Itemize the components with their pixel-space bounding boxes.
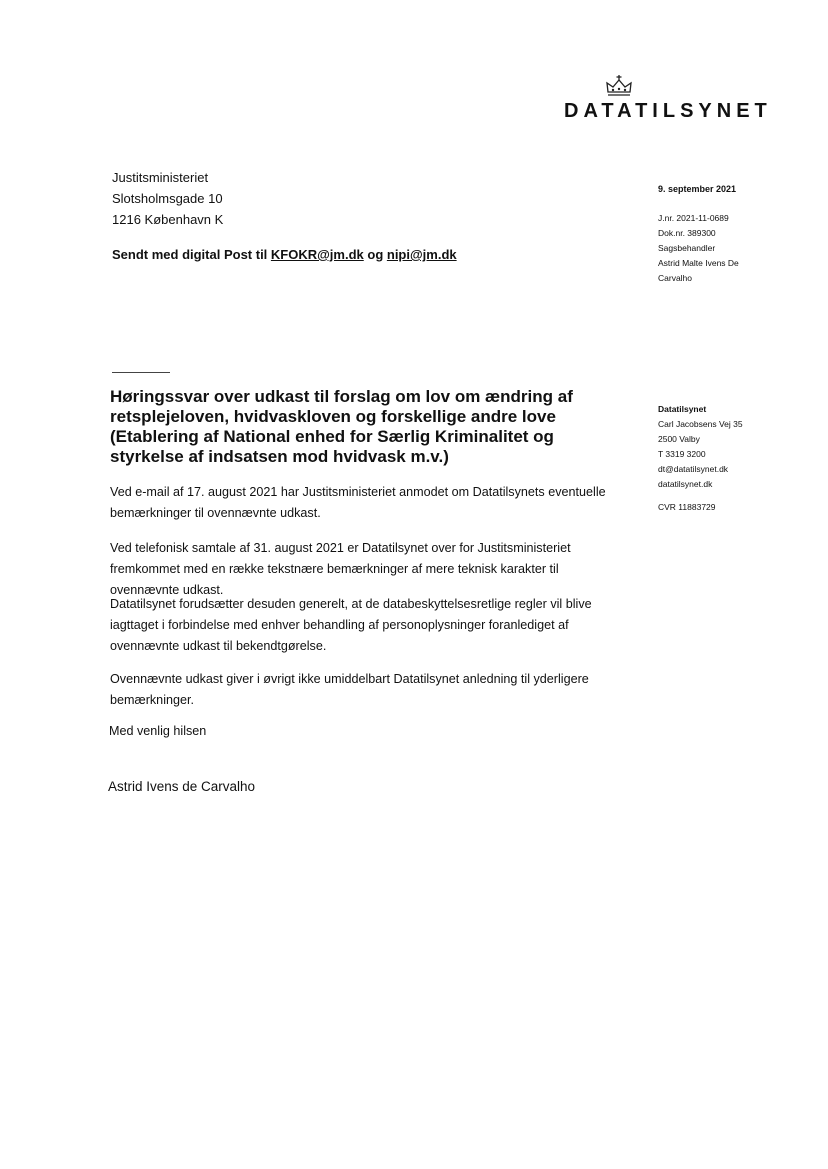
recipient-name: Justitsministeriet xyxy=(112,170,209,185)
case-handler-name-1: Astrid Malte Ivens De xyxy=(658,258,739,268)
case-handler-label: Sagsbehandler xyxy=(658,243,716,253)
journal-number: J.nr. 2021-11-0689 xyxy=(658,213,729,223)
body-paragraph-3: Datatilsynet forudsætter desuden generelt, at de databeskyttelsesretlige regler vil blive iagttaget i forbindelse med enhver behandling af personoplysninger foranlediget af ovennævnte udkast til bekendtgørelse. xyxy=(110,597,592,653)
divider xyxy=(112,372,170,373)
crown-icon xyxy=(604,74,634,100)
letter-date: 9. september 2021 xyxy=(658,184,737,194)
body-paragraph-2: Ved telefonisk samtale af 31. august 2021 er Datatilsynet over for Justitsministeriet fremkommet med en række tekstnære bemærkninger af mere teknisk karakter til ovennævnte udkast. xyxy=(110,541,571,597)
recipient-street: Slotsholmsgade 10 xyxy=(112,191,223,206)
sent-middle: og xyxy=(363,247,387,262)
sent-prefix: Sendt med digital Post til xyxy=(112,247,271,262)
body-paragraph-4: Ovennævnte udkast giver i øvrigt ikke umiddelbart Datatilsynet anledning til yderligere bemærkninger. xyxy=(110,672,589,707)
case-handler-name-2: Carvalho xyxy=(658,273,693,283)
sender-city: 2500 Valby xyxy=(658,434,700,444)
signature: Astrid Ivens de Carvalho xyxy=(108,779,256,794)
sender-phone: T 3319 3200 xyxy=(658,449,706,459)
sender-website[interactable]: datatilsynet.dk xyxy=(658,479,713,489)
closing: Med venlig hilsen xyxy=(109,724,207,738)
sent-line xyxy=(112,247,457,262)
email-link-kfokr[interactable]: KFOKR@jm.dk xyxy=(270,247,364,262)
recipient-city: 1216 København K xyxy=(112,212,224,227)
sender-street: Carl Jacobsens Vej 35 xyxy=(658,419,743,429)
letter-title: Høringssvar over udkast til forslag om lov om ændring af retsplejeloven, hvidvaskloven og forskellige andre love (Etablering af National enhed for Særlig Kriminalitet og styrkelse af indsatsen mod hvidvask m.v.) xyxy=(110,387,573,466)
sender-name: Datatilsynet xyxy=(658,404,707,414)
datatilsynet-logo: DATATILSYNET xyxy=(564,100,772,122)
sender-cvr: CVR 11883729 xyxy=(658,502,716,512)
sender-email[interactable]: dt@datatilsynet.dk xyxy=(658,464,729,474)
document-number: Dok.nr. 389300 xyxy=(658,228,716,238)
email-link-nipi[interactable]: nipi@jm.dk xyxy=(386,247,457,262)
body-paragraph-1: Ved e-mail af 17. august 2021 har Justitsministeriet anmodet om Datatilsynets eventuelle bemærkninger til ovennævnte udkast. xyxy=(110,485,606,520)
